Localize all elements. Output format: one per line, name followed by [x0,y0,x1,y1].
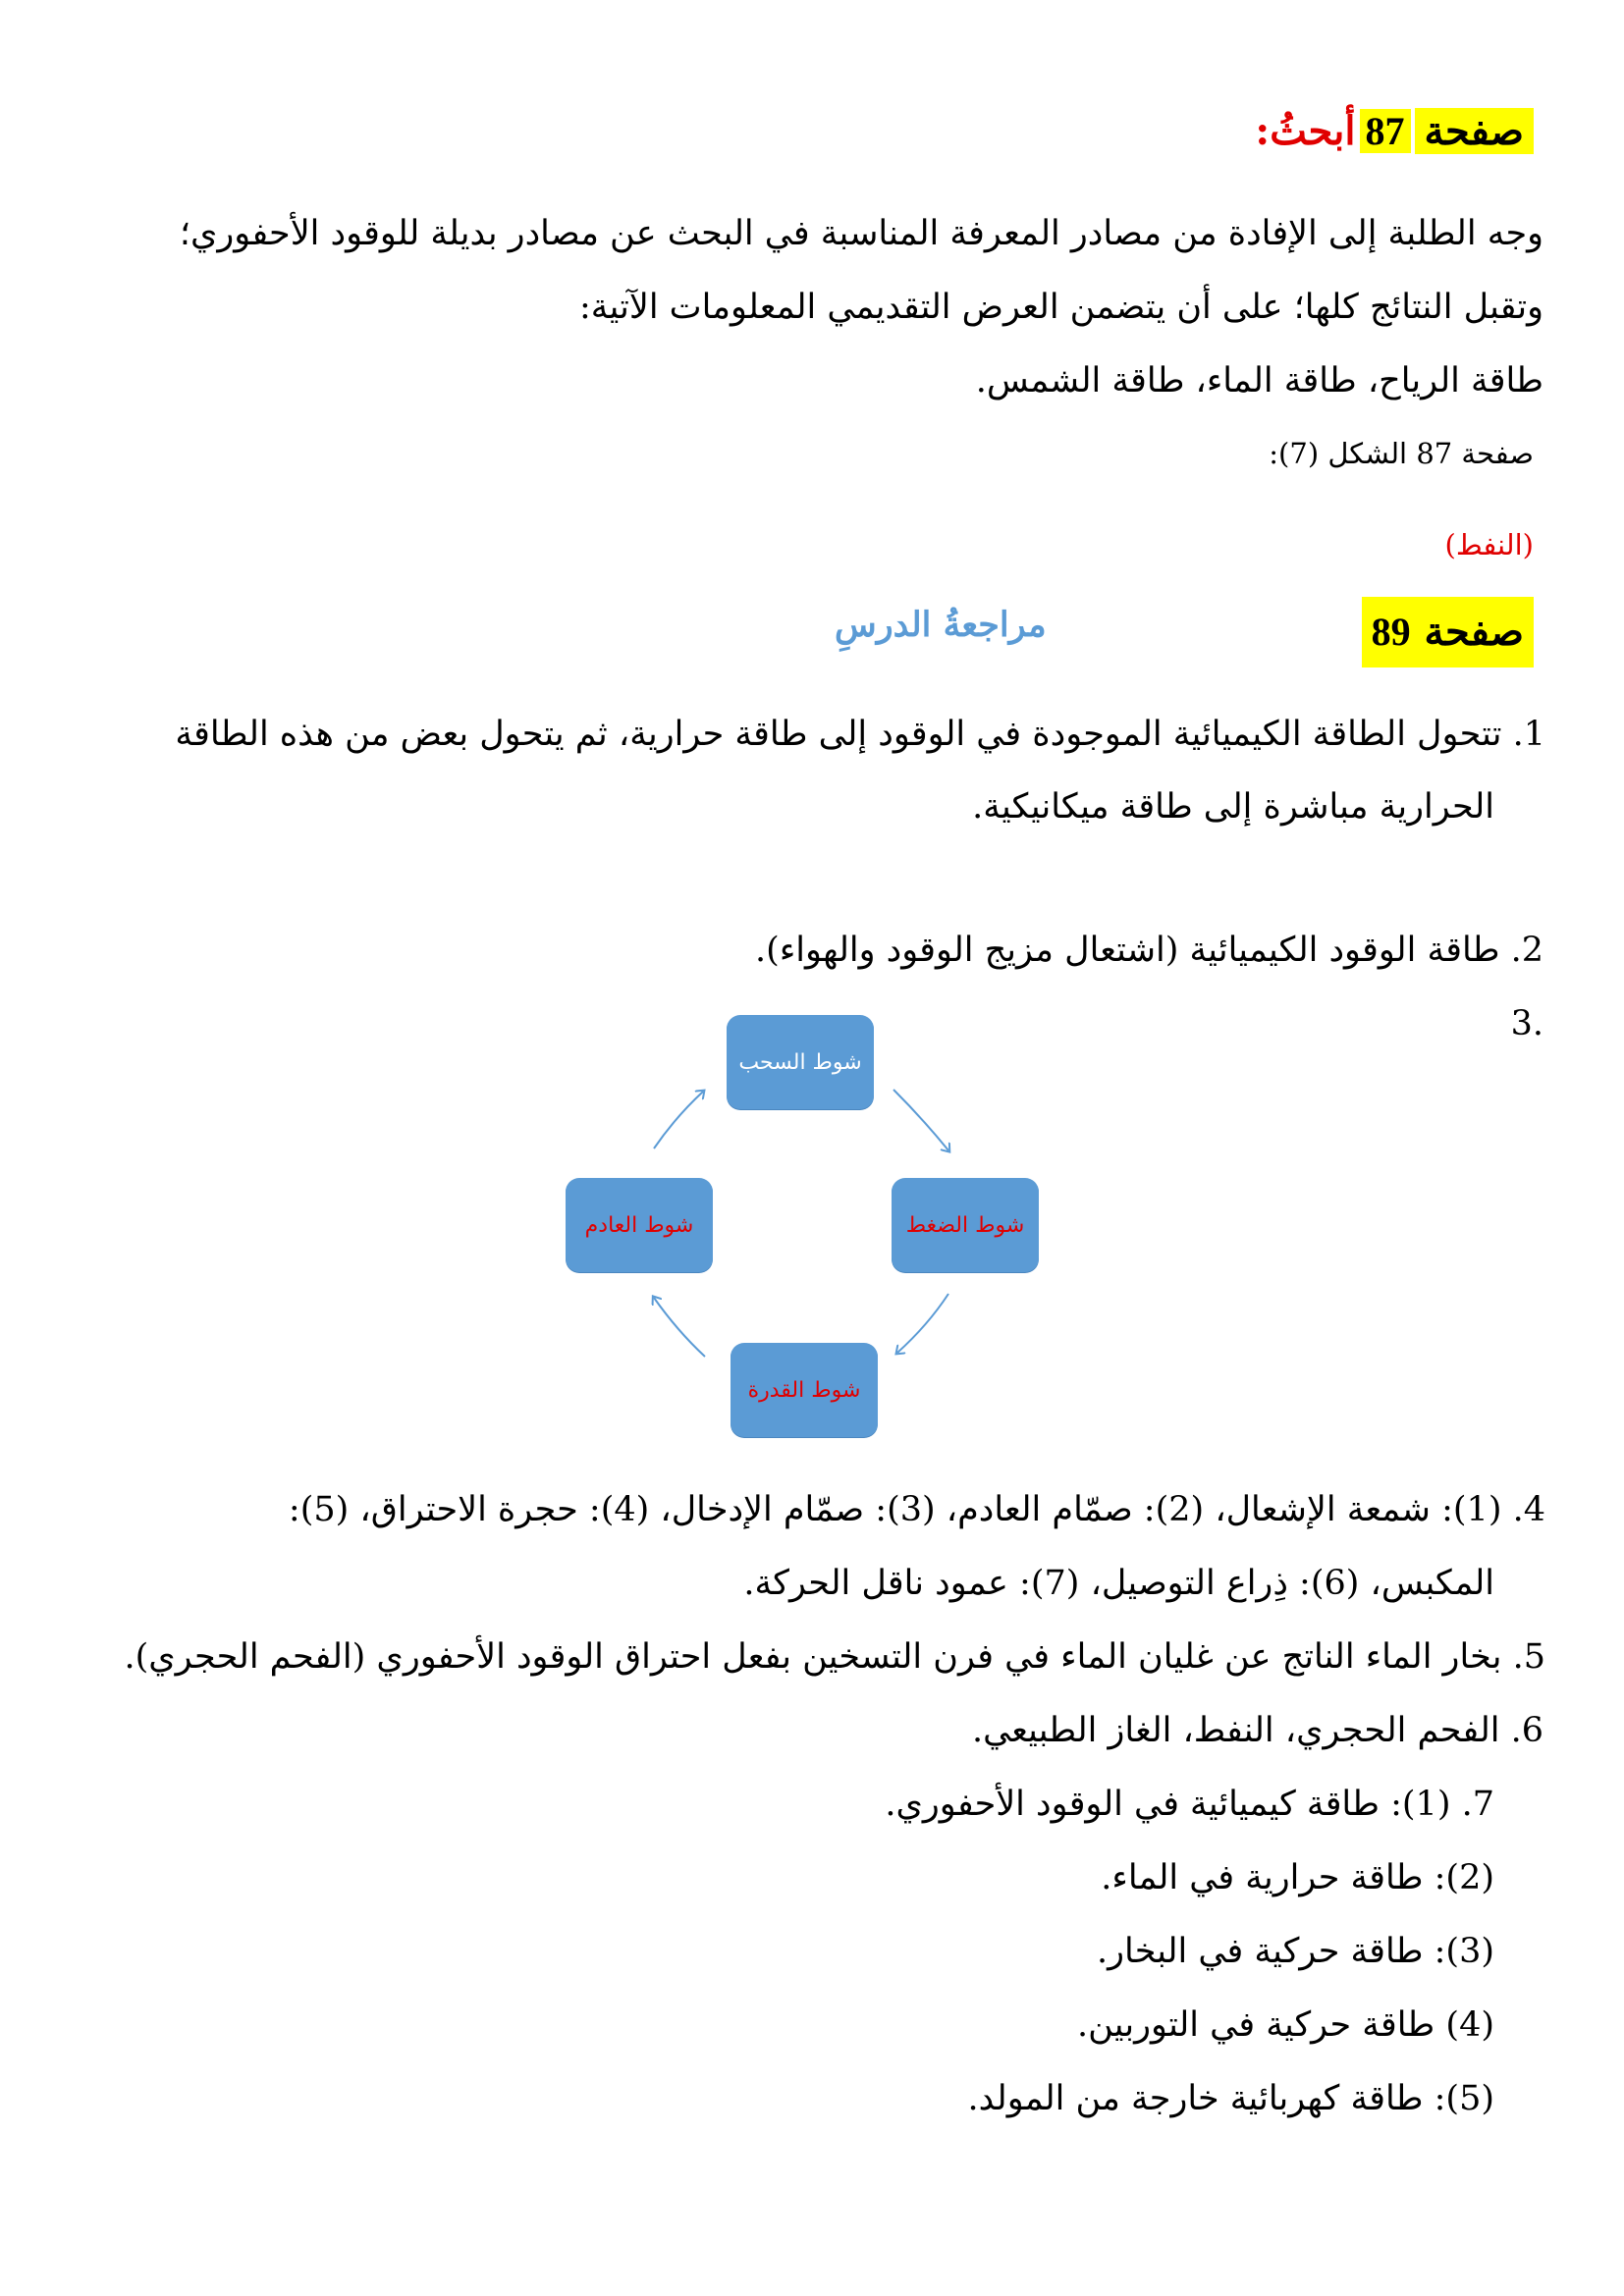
answer-5: 5. بخار الماء الناتج عن غليان الماء في فرن التسخين بفعل احتراق الوقود الأحفوري (الفحم الحجري). [124,1637,1545,1677]
arrow-bottom-to-left [654,1298,705,1357]
answer-6: 6. الفحم الحجري، النفط، الغاز الطبيعي. [971,1711,1543,1750]
cycle-box-compression: شوط الضغط [892,1178,1039,1272]
header-2-word: صفحة [1424,609,1524,655]
header-2-page-number: 89 [1371,610,1411,654]
header-page-number: 87 [1360,109,1411,153]
answer-4-line-1: 4. (1): شمعة الإشعال، (2): صمّام العادم، (3): صمّام الإدخال، (4): حجرة الاحتراق، (5): [288,1490,1545,1529]
arrow-top-to-right [893,1090,948,1150]
intro-line-2: وتقبل النتائج كلها؛ على أن يتضمن العرض التقديمي المعلومات الآتية: [579,288,1543,327]
figure-answer: (النفط) [1444,528,1534,561]
answer-1-line-1: 1. تتحول الطاقة الكيميائية الموجودة في الوقود إلى طاقة حرارية، ثم يتحول بعض من هذه الطاقة [175,715,1545,754]
cycle-box-power: شوط القدرة [731,1343,878,1437]
arrow-left-to-top [654,1092,703,1148]
answer-2: 2. طاقة الوقود الكيميائية (اشتعال مزيج الوقود والهواء). [755,931,1543,970]
answer-1-line-2: الحرارية مباشرة إلى طاقة ميكانيكية. [972,787,1494,827]
answer-7-5: (5): طاقة كهربائية خارجة من المولد. [967,2079,1494,2118]
lesson-review-title: مراجعةُ الدرسِ [835,605,1047,645]
answer-7-2: (2): طاقة حرارية في الماء. [1101,1858,1494,1897]
arrow-right-to-bottom [897,1294,948,1353]
answer-7-3: (3): طاقة حركية في البخار. [1097,1932,1494,1971]
answer-4-line-2: المكبس، (6): ذِراع التوصيل، (7): عمود ناقل الحركة. [743,1564,1494,1603]
intro-line-1: وجه الطلبة إلى الإفادة من مصادر المعرفة المناسبة في البحث عن مصادر بديلة للوقود الأحفوري؛ [179,214,1543,253]
answer-7-1: 7. (1): طاقة كيميائية في الوقود الأحفوري. [885,1785,1494,1824]
figure-reference: صفحة 87 الشكل (7): [1269,437,1534,470]
cycle-box-exhaust: شوط العادم [566,1178,713,1272]
header-word: صفحة [1415,108,1534,154]
answer-3: 3. [1510,1004,1543,1043]
answer-7-4: (4) طاقة حركية في التوربين. [1077,2005,1494,2045]
intro-line-3: طاقة الرياح، طاقة الماء، طاقة الشمس. [975,361,1543,400]
header-task: أبحثُ: [1255,108,1356,154]
cycle-box-intake: شوط السحب [727,1015,874,1109]
